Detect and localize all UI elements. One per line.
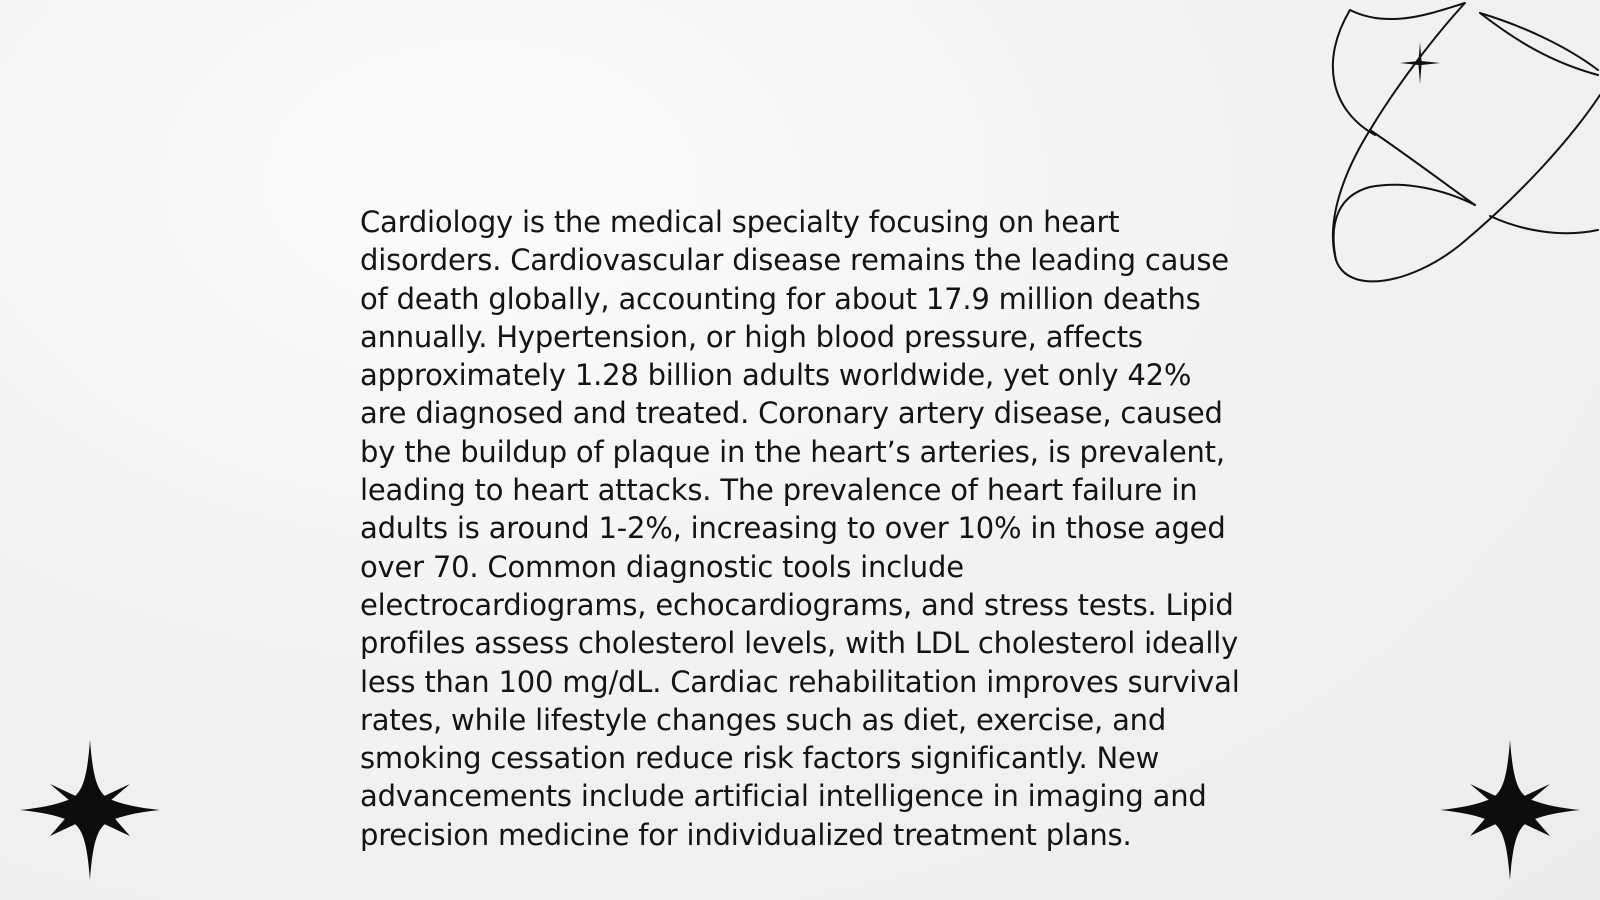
sparkle-icon [1400,42,1440,84]
four-point-star-icon-left [20,740,160,880]
slide-body-text: Cardiology is the medical specialty focusing on heart disorders. Cardiovascular disease remains the leading cause of death globally, accounting for about 17.9 million deaths annually. Hypertension, or high blood pressure, affects approximately 1.28 billion adults worldwide, yet only 42% are diagnosed and treated. Coronary artery disease, caused by the buildup of plaque in the heart’s arteries, is prevalent, leading to heart attacks. The prevalence of heart failure in adults is around 1-2%, increasing to over 10% in those aged over 70. Common diagnostic tools include electrocardiograms, echocardiograms, and stress tests. Lipid profiles assess cholesterol levels, with LDL cholesterol ideally less than 100 mg/dL. Cardiac rehabilitation improves survival rates, while lifestyle changes such as diet, exercise, and smoking cessation reduce risk factors significantly. New advancements include artificial intelligence in imaging and precision medicine for individualized treatment plans. [360,205,1240,852]
four-point-star-icon-right [1440,740,1580,880]
orbit-line-art-icon [1330,0,1600,290]
